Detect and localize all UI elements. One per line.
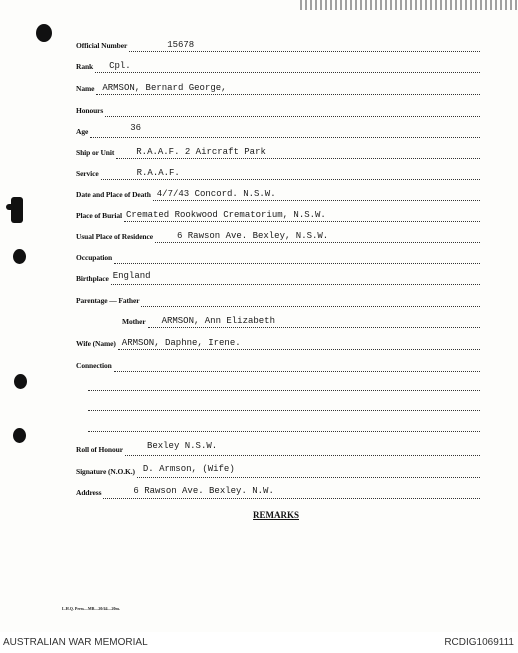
field-roll-of-honour bbox=[76, 442, 480, 456]
death-value: 4/7/43 Concord. N.S.W. bbox=[156, 189, 276, 199]
wife-value: ARMSON, Daphne, Irene. bbox=[121, 338, 241, 348]
field-ship-or-unit bbox=[76, 145, 480, 159]
connection-blank-line-3 bbox=[88, 431, 480, 432]
burial-label: Place of Burial bbox=[76, 211, 122, 220]
rank-value: Cpl. bbox=[109, 61, 131, 71]
footer-record-id: RCDIG1069111 bbox=[444, 637, 514, 648]
field-name bbox=[76, 81, 480, 95]
remarks-heading: REMARKS bbox=[253, 510, 300, 520]
punch-hole-bottom bbox=[13, 428, 26, 443]
field-connection bbox=[76, 358, 480, 372]
address-label: Address bbox=[76, 488, 102, 497]
punch-hole-top bbox=[36, 24, 52, 42]
punch-hole-lower bbox=[14, 374, 27, 389]
residence-label: Usual Place of Residence bbox=[76, 232, 153, 241]
service-label: Service bbox=[76, 169, 99, 178]
field-signature bbox=[76, 464, 480, 478]
residence-value: 6 Rawson Ave. Bexley, N.S.W. bbox=[176, 231, 329, 241]
field-occupation bbox=[76, 250, 480, 264]
age-value: 36 bbox=[130, 123, 142, 133]
name-label: Name bbox=[76, 84, 95, 93]
address-value: 6 Rawson Ave. Bexley. N.W. bbox=[133, 486, 274, 496]
field-rank bbox=[76, 59, 480, 73]
roll-of-honour-value: Bexley N.S.W. bbox=[146, 441, 218, 451]
field-service bbox=[76, 166, 480, 180]
rank-label: Rank bbox=[76, 62, 94, 71]
death-label: Date and Place of Death bbox=[76, 190, 151, 199]
field-official-number bbox=[76, 38, 480, 52]
punch-hole-mid bbox=[13, 249, 26, 264]
name-value: ARMSON, Bernard George, bbox=[102, 83, 227, 93]
scan-edge-strip bbox=[300, 0, 518, 10]
mother-value: ARMSON, Ann Elizabeth bbox=[161, 316, 275, 326]
mother-label: Mother bbox=[122, 317, 146, 326]
official-number-label: Official Number bbox=[76, 41, 128, 50]
age-label: Age bbox=[76, 127, 89, 136]
field-burial bbox=[76, 208, 480, 222]
roll-of-honour-label: Roll of Honour bbox=[76, 445, 123, 454]
field-mother bbox=[122, 314, 480, 328]
connection-label: Connection bbox=[76, 361, 112, 370]
occupation-label: Occupation bbox=[76, 253, 113, 262]
connection-blank-line-1 bbox=[88, 390, 480, 391]
field-address bbox=[76, 485, 480, 499]
wife-label: Wife (Name) bbox=[76, 339, 116, 348]
field-father bbox=[76, 293, 480, 307]
official-number-value: 15678 bbox=[167, 40, 195, 50]
service-value: R.A.A.F. bbox=[136, 168, 180, 178]
binder-clip-mark bbox=[11, 197, 23, 223]
field-age bbox=[76, 124, 480, 138]
binder-clip-tab bbox=[6, 204, 14, 210]
birthplace-label: Birthplace bbox=[76, 274, 109, 283]
field-wife bbox=[76, 336, 480, 350]
honours-label: Honours bbox=[76, 106, 104, 115]
field-residence bbox=[76, 229, 480, 243]
connection-blank-line-2 bbox=[88, 410, 480, 411]
burial-value: Cremated Rookwood Crematorium, N.S.W. bbox=[126, 210, 326, 220]
signature-label: Signature (N.O.K.) bbox=[76, 467, 135, 476]
footer-archive-name: AUSTRALIAN WAR MEMORIAL bbox=[3, 637, 148, 648]
printer-imprint: L.H.Q. Press—MB—20/44—20m. bbox=[62, 606, 120, 611]
field-honours bbox=[76, 103, 480, 117]
birthplace-value: England bbox=[112, 271, 151, 281]
field-death bbox=[76, 187, 480, 201]
ship-or-unit-value: R.A.A.F. 2 Aircraft Park bbox=[136, 147, 266, 157]
father-label: Parentage — Father bbox=[76, 296, 140, 305]
ship-or-unit-label: Ship or Unit bbox=[76, 148, 115, 157]
field-birthplace bbox=[76, 271, 480, 285]
signature-value: D. Armson, (Wife) bbox=[142, 464, 235, 474]
